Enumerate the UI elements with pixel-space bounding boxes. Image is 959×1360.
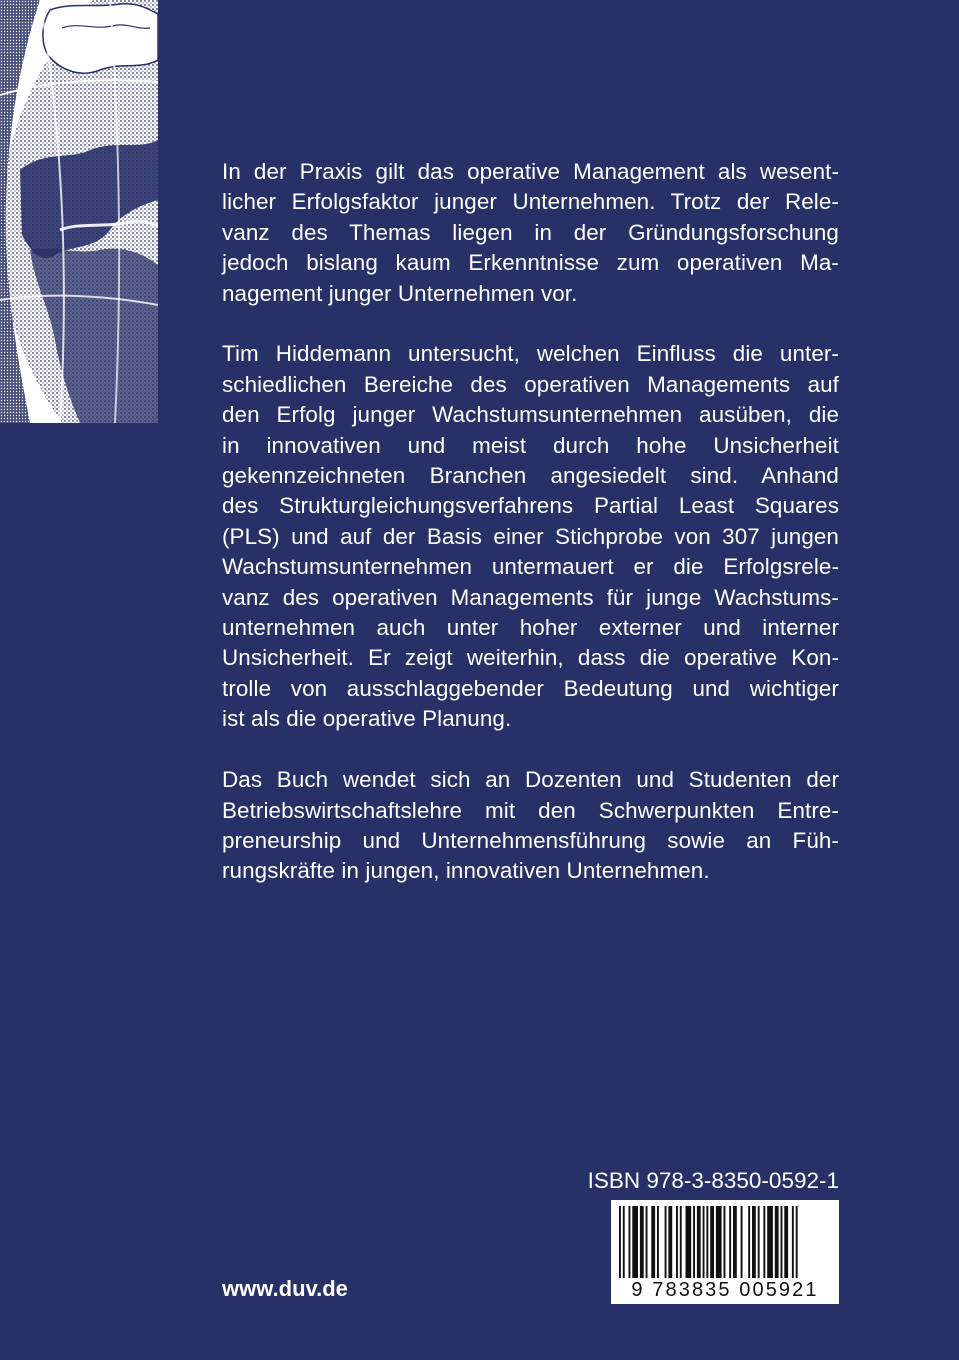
barcode-bar bbox=[716, 1206, 722, 1278]
globe-illustration bbox=[0, 0, 158, 423]
text-line: vanz des Themas liegen in der Gründungsforschung bbox=[222, 219, 839, 245]
isbn-label: ISBN 978-3-8350-0592-1 bbox=[587, 1168, 839, 1193]
barcode-bar bbox=[792, 1206, 794, 1278]
blurb bbox=[222, 157, 839, 917]
isbn-barcode bbox=[611, 1200, 839, 1304]
text-line: nagement junger Unternehmen vor. bbox=[222, 280, 578, 306]
barcode-bar bbox=[729, 1206, 731, 1278]
globe-illustration-icon bbox=[0, 0, 158, 423]
barcode-bar bbox=[657, 1206, 659, 1278]
text-line: trolle von ausschlaggebender Bedeutung und wichtiger bbox=[222, 675, 839, 701]
text-line: Wachstumsunternehmen untermauert er die Erfolgsrele- bbox=[222, 554, 839, 580]
barcode-bar bbox=[748, 1206, 750, 1278]
barcode-bar bbox=[619, 1206, 621, 1278]
text-line: unternehmen auch unter hoher externer und interner bbox=[222, 615, 839, 641]
barcode-bar bbox=[796, 1206, 798, 1278]
text-line: des Strukturgleichungsverfahrens Partial Least Squares bbox=[222, 493, 839, 519]
barcode-bar bbox=[686, 1206, 692, 1278]
barcode-bar bbox=[676, 1206, 678, 1278]
barcode-bar bbox=[693, 1206, 695, 1278]
blurb-paragraph-1 bbox=[222, 157, 839, 309]
barcode-bar bbox=[680, 1206, 682, 1278]
barcode-bar bbox=[703, 1206, 705, 1278]
barcode-bar bbox=[697, 1206, 701, 1278]
barcode-bar bbox=[710, 1206, 714, 1278]
barcode-bar bbox=[758, 1206, 760, 1278]
publisher-website: www.duv.de bbox=[222, 1276, 348, 1301]
barcode-bar bbox=[623, 1206, 625, 1278]
barcode-bar bbox=[665, 1206, 667, 1278]
text-line: In der Praxis gilt das operative Management als wesent- bbox=[222, 159, 839, 184]
text-line: preneurship und Unternehmensführung sowie an Füh- bbox=[222, 827, 839, 853]
text-line: Tim Hiddemann untersucht, welchen Einfluss die unter- bbox=[222, 341, 839, 367]
barcode-bar bbox=[668, 1206, 672, 1278]
text-line: rungskräfte in jungen, innovativen Unternehmen. bbox=[222, 858, 710, 884]
barcode-bar bbox=[651, 1206, 655, 1278]
text-line: Das Buch wendet sich an Dozenten und Studenten der bbox=[222, 767, 839, 793]
blurb-paragraph-2 bbox=[222, 339, 839, 734]
text-line: jedoch bislang kaum Erkenntnisse zum operativen Ma- bbox=[222, 250, 839, 276]
barcode-bar bbox=[741, 1206, 743, 1278]
text-line: Unsicherheit. Er zeigt weiterhin, dass die operative Kon- bbox=[222, 645, 839, 671]
text-line: (PLS) und auf der Basis einer Stichprobe von 307 jungen bbox=[222, 523, 839, 549]
barcode-bar bbox=[646, 1206, 648, 1278]
barcode-bar bbox=[640, 1206, 644, 1278]
text-line: den Erfolg junger Wachstumsunternehmen ausüben, die bbox=[222, 402, 839, 428]
text-line: Betriebswirtschaftslehre mit den Schwerpunkten Entre- bbox=[222, 797, 839, 823]
barcode-digits: 9 783835 005921 bbox=[631, 1279, 819, 1301]
barcode-bar bbox=[629, 1206, 631, 1278]
text-line: in innovativen und meist durch hohe Unsicherheit bbox=[222, 432, 839, 458]
barcode-bar bbox=[752, 1206, 756, 1278]
barcode-bar bbox=[733, 1206, 737, 1278]
barcode-bar bbox=[632, 1206, 638, 1278]
text-line: licher Erfolgsfaktor junger Unternehmen. Trotz der Rele- bbox=[222, 189, 839, 215]
text-line: ist als die operative Planung. bbox=[222, 706, 512, 732]
barcode-bar bbox=[781, 1206, 783, 1278]
barcode-bar bbox=[724, 1206, 726, 1278]
text-line: vanz des operativen Managements für junge Wachstums- bbox=[222, 584, 839, 610]
barcode-bar bbox=[784, 1206, 788, 1278]
barcode-bar bbox=[767, 1206, 773, 1278]
barcode-bar bbox=[775, 1206, 779, 1278]
barcode-bar bbox=[706, 1206, 708, 1278]
blurb-paragraph-3 bbox=[222, 765, 839, 887]
barcode-bar bbox=[763, 1206, 765, 1278]
text-line: gekennzeichneten Branchen angesiedelt sind. Anhand bbox=[222, 463, 839, 489]
text-line: schiedlichen Bereiche des operativen Managements auf bbox=[222, 371, 839, 397]
